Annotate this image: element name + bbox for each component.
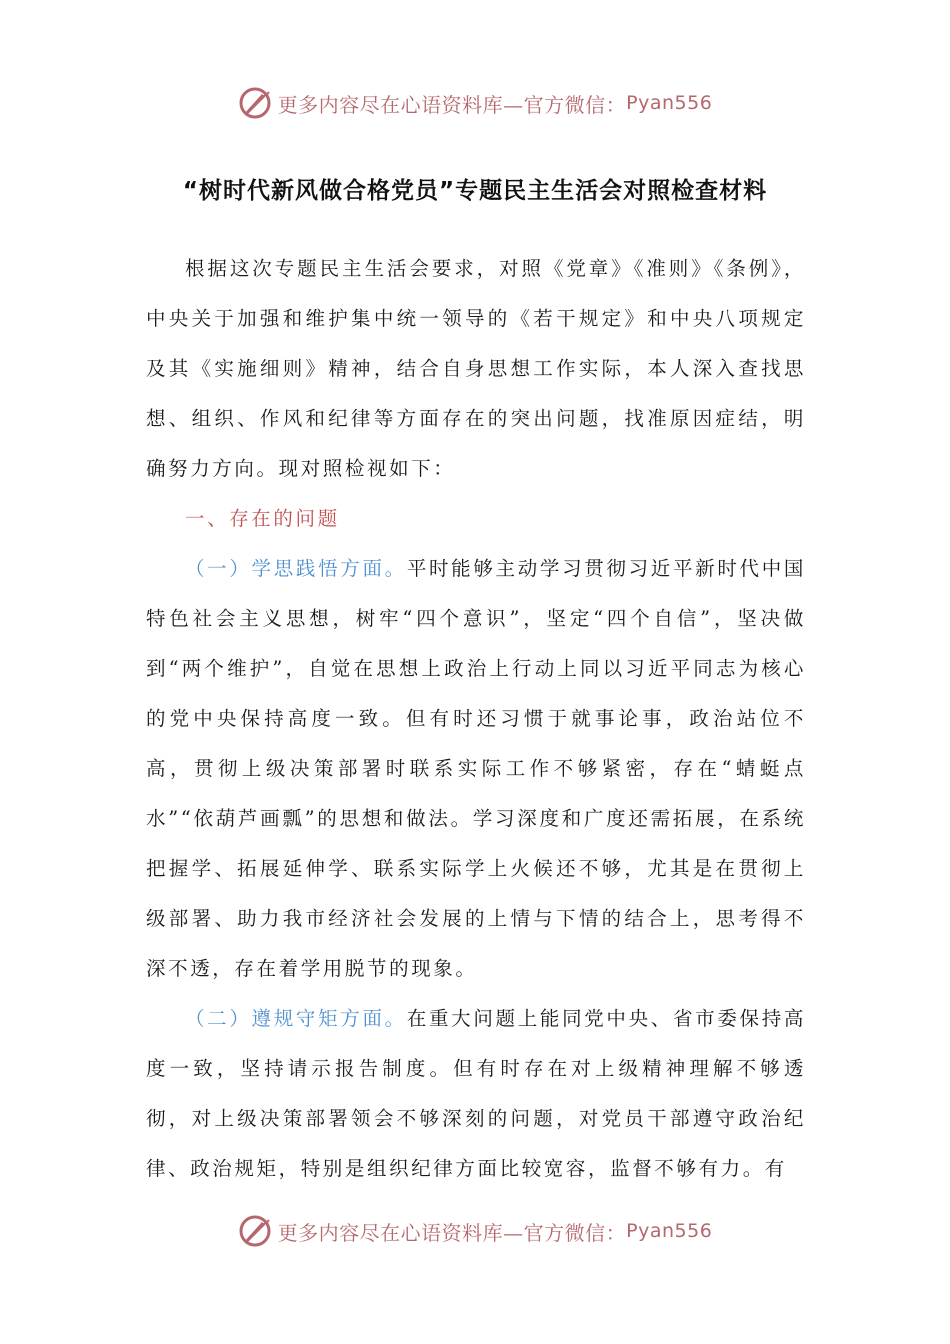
- section-heading: 一、存在的问题: [185, 507, 340, 530]
- item-1-body: 平时能够主动学习贯彻习近平新时代中国特色社会主义思想，树牢“四个意识”，坚定“四个自信”，坚决做到“两个维护”，自觉在思想上政治上行动上同以习近平同志为核心的党中央保持高度一致。但有时还习惯于就事论事，政治站位不高，贯彻上级决策部署时联系实际工作不够紧密，存在“蜻蜓点水”“依葫芦画瓢”的思想和做法。学习深度和广度还需拓展，在系统把握学、拓展延伸学、联系实际学上火候还不够，尤其是在贯彻上级部署、助力我市经济社会发展的上情与下情的结合上，思考得不深不透，存在着学用脱节的现象。: [146, 557, 806, 980]
- document-title: “树时代新风做合格党员”专题民主生活会对照检查材料: [182, 178, 768, 204]
- item-2-heading: （二）遵规守矩方面。: [185, 1007, 407, 1030]
- quill-logo-icon: [238, 1214, 272, 1248]
- quill-logo-icon: [238, 86, 272, 120]
- document-body: [146, 244, 806, 1194]
- header-watermark-banner: [0, 83, 950, 123]
- banner-text: 更多内容尽在心语资料库—官方微信：: [277, 92, 627, 117]
- banner-text: 更多内容尽在心语资料库—官方微信：: [277, 1220, 627, 1245]
- intro-paragraph: 根据这次专题民主生活会要求，对照《党章》《准则》《条例》，中央关于加强和维护集中统一领导的《若干规定》和中央八项规定及其《实施细则》精神，结合自身思想工作实际，本人深入查找思想、组织、作风和纪律等方面存在的突出问题，找准原因症结，明确努力方向。现对照检视如下：: [146, 257, 806, 480]
- item-2-paragraph: [146, 994, 806, 1194]
- item-2-body: 在重大问题上能同党中央、省市委保持高度一致，坚持请示报告制度。但有时存在对上级精神理解不够透彻，对上级决策部署领会不够深刻的问题，对党员干部遵守政治纪律、政治规矩，特别是组织纪律方面比较宽容，监督不够有力。有: [146, 1007, 806, 1180]
- footer-watermark-banner: [0, 1211, 950, 1251]
- item-1-heading: （一）学思践悟方面。: [185, 557, 407, 580]
- item-1-paragraph: [146, 544, 806, 994]
- banner-wechat-id: Pyan556: [626, 1220, 713, 1242]
- banner-wechat-id: Pyan556: [626, 92, 713, 114]
